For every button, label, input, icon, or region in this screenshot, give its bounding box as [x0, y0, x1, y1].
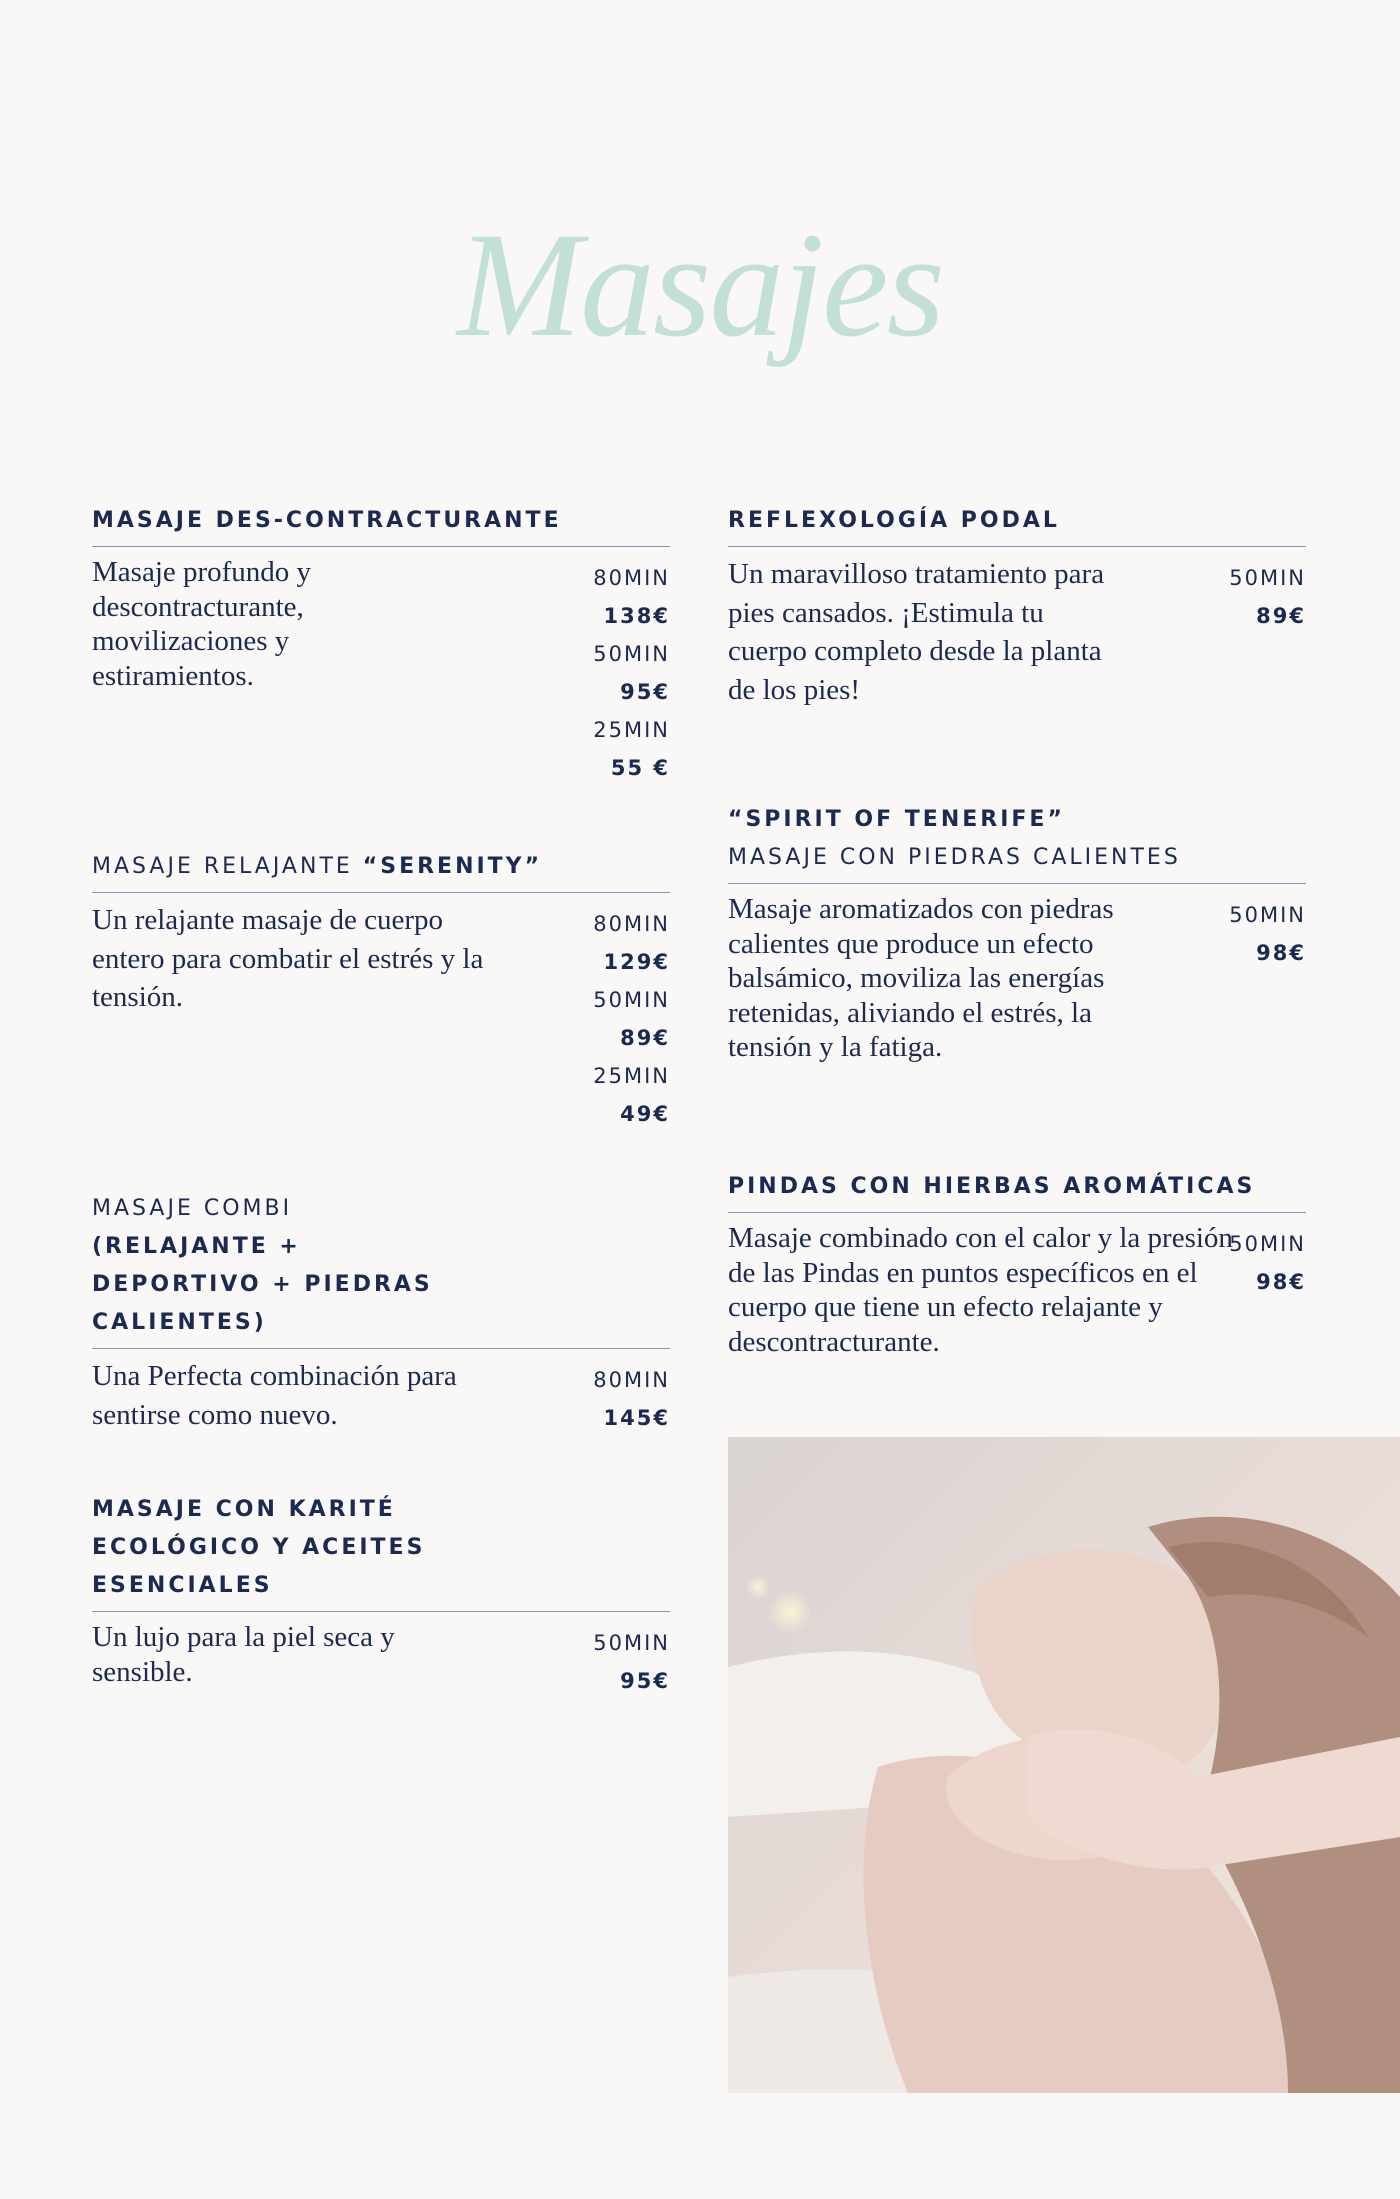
duration-label: 50MIN: [593, 642, 670, 666]
section-masaje-karite: [92, 1491, 670, 1693]
price-list: [1229, 559, 1306, 635]
section-heading-bold: (RELAJANTE + DEPORTIVO + PIEDRAS CALIENTES): [92, 1234, 433, 1335]
section-masaje-combi: [92, 1190, 670, 1434]
section-heading-bold: “SERENITY”: [362, 854, 543, 879]
section-heading: REFLEXOLOGÍA PODAL: [728, 502, 1306, 547]
section-masaje-relajante-serenity: [92, 848, 670, 1126]
price-label: 89€: [1256, 604, 1306, 628]
section-masaje-des-contracturante: [92, 502, 670, 780]
section-heading: MASAJE DES-CONTRACTURANTE: [92, 502, 670, 547]
price-list: [1229, 1225, 1306, 1301]
price-label: 98€: [1256, 941, 1306, 965]
duration-label: 25MIN: [593, 1064, 670, 1088]
section-description: Un maravilloso tratamiento para pies cansados. ¡Estimula tu cuerpo completo desde la planta de los pies!: [728, 558, 1105, 706]
duration-label: 50MIN: [1229, 566, 1306, 590]
section-heading: PINDAS CON HIERBAS AROMÁTICAS: [728, 1168, 1306, 1213]
duration-label: 80MIN: [593, 912, 670, 936]
price-label: 145€: [603, 1406, 670, 1430]
price-label: 138€: [603, 604, 670, 628]
section-heading-light: MASAJE CON PIEDRAS CALIENTES: [728, 845, 1181, 870]
price-list: [1229, 896, 1306, 972]
price-list: [593, 1624, 670, 1700]
duration-label: 50MIN: [1229, 1232, 1306, 1256]
price-label: 129€: [603, 950, 670, 974]
page-title: Masajes: [457, 202, 943, 368]
price-label: 98€: [1256, 1270, 1306, 1294]
duration-label: 50MIN: [593, 1631, 670, 1655]
section-description: Un relajante masaje de cuerpo entero para combatir el estrés y la tensión.: [92, 904, 484, 1013]
section-description: Una Perfecta combinación para sentirse como nuevo.: [92, 1360, 457, 1431]
duration-label: 50MIN: [593, 988, 670, 1012]
section-heading-light: MASAJE COMBI: [92, 1196, 293, 1221]
price-list: [593, 559, 670, 787]
section-heading: MASAJE CON KARITÉ ECOLÓGICO Y ACEITES ESENCIALES: [92, 1491, 670, 1612]
section-spirit-of-tenerife: [728, 801, 1306, 1065]
massage-photo-illustration: [728, 1437, 1400, 2093]
section-description: Masaje combinado con el calor y la presión de las Pindas en puntos específicos en el cuerpo que tiene un efecto relajante y descontracturante.: [728, 1222, 1233, 1358]
price-label: 95€: [620, 680, 670, 704]
price-label: 95€: [620, 1669, 670, 1693]
section-description: Masaje profundo y descontracturante, movilizaciones y estiramientos.: [92, 556, 312, 692]
duration-label: 50MIN: [1229, 903, 1306, 927]
section-heading-bold: “SPIRIT OF TENERIFE”: [728, 807, 1065, 832]
section-pindas: [728, 1168, 1306, 1359]
section-heading: [92, 848, 670, 893]
duration-label: 25MIN: [593, 718, 670, 742]
massage-photo: [728, 1437, 1400, 2093]
section-heading: [92, 1190, 670, 1349]
price-list: [593, 1361, 670, 1437]
section-description: Un lujo para la piel seca y sensible.: [92, 1621, 395, 1688]
price-list: [593, 905, 670, 1133]
price-label: 89€: [620, 1026, 670, 1050]
price-label: 49€: [620, 1102, 670, 1126]
section-reflexologia-podal: [728, 502, 1306, 709]
section-heading-light: MASAJE RELAJANTE: [92, 854, 363, 879]
price-label: 55 €: [610, 756, 670, 780]
section-description: Masaje aromatizados con piedras calientes que produce un efecto balsámico, moviliza las energías retenidas, aliviando el estrés, la tensión y la fatiga.: [728, 893, 1114, 1063]
duration-label: 80MIN: [593, 1368, 670, 1392]
section-heading: [728, 801, 1306, 884]
duration-label: 80MIN: [593, 566, 670, 590]
